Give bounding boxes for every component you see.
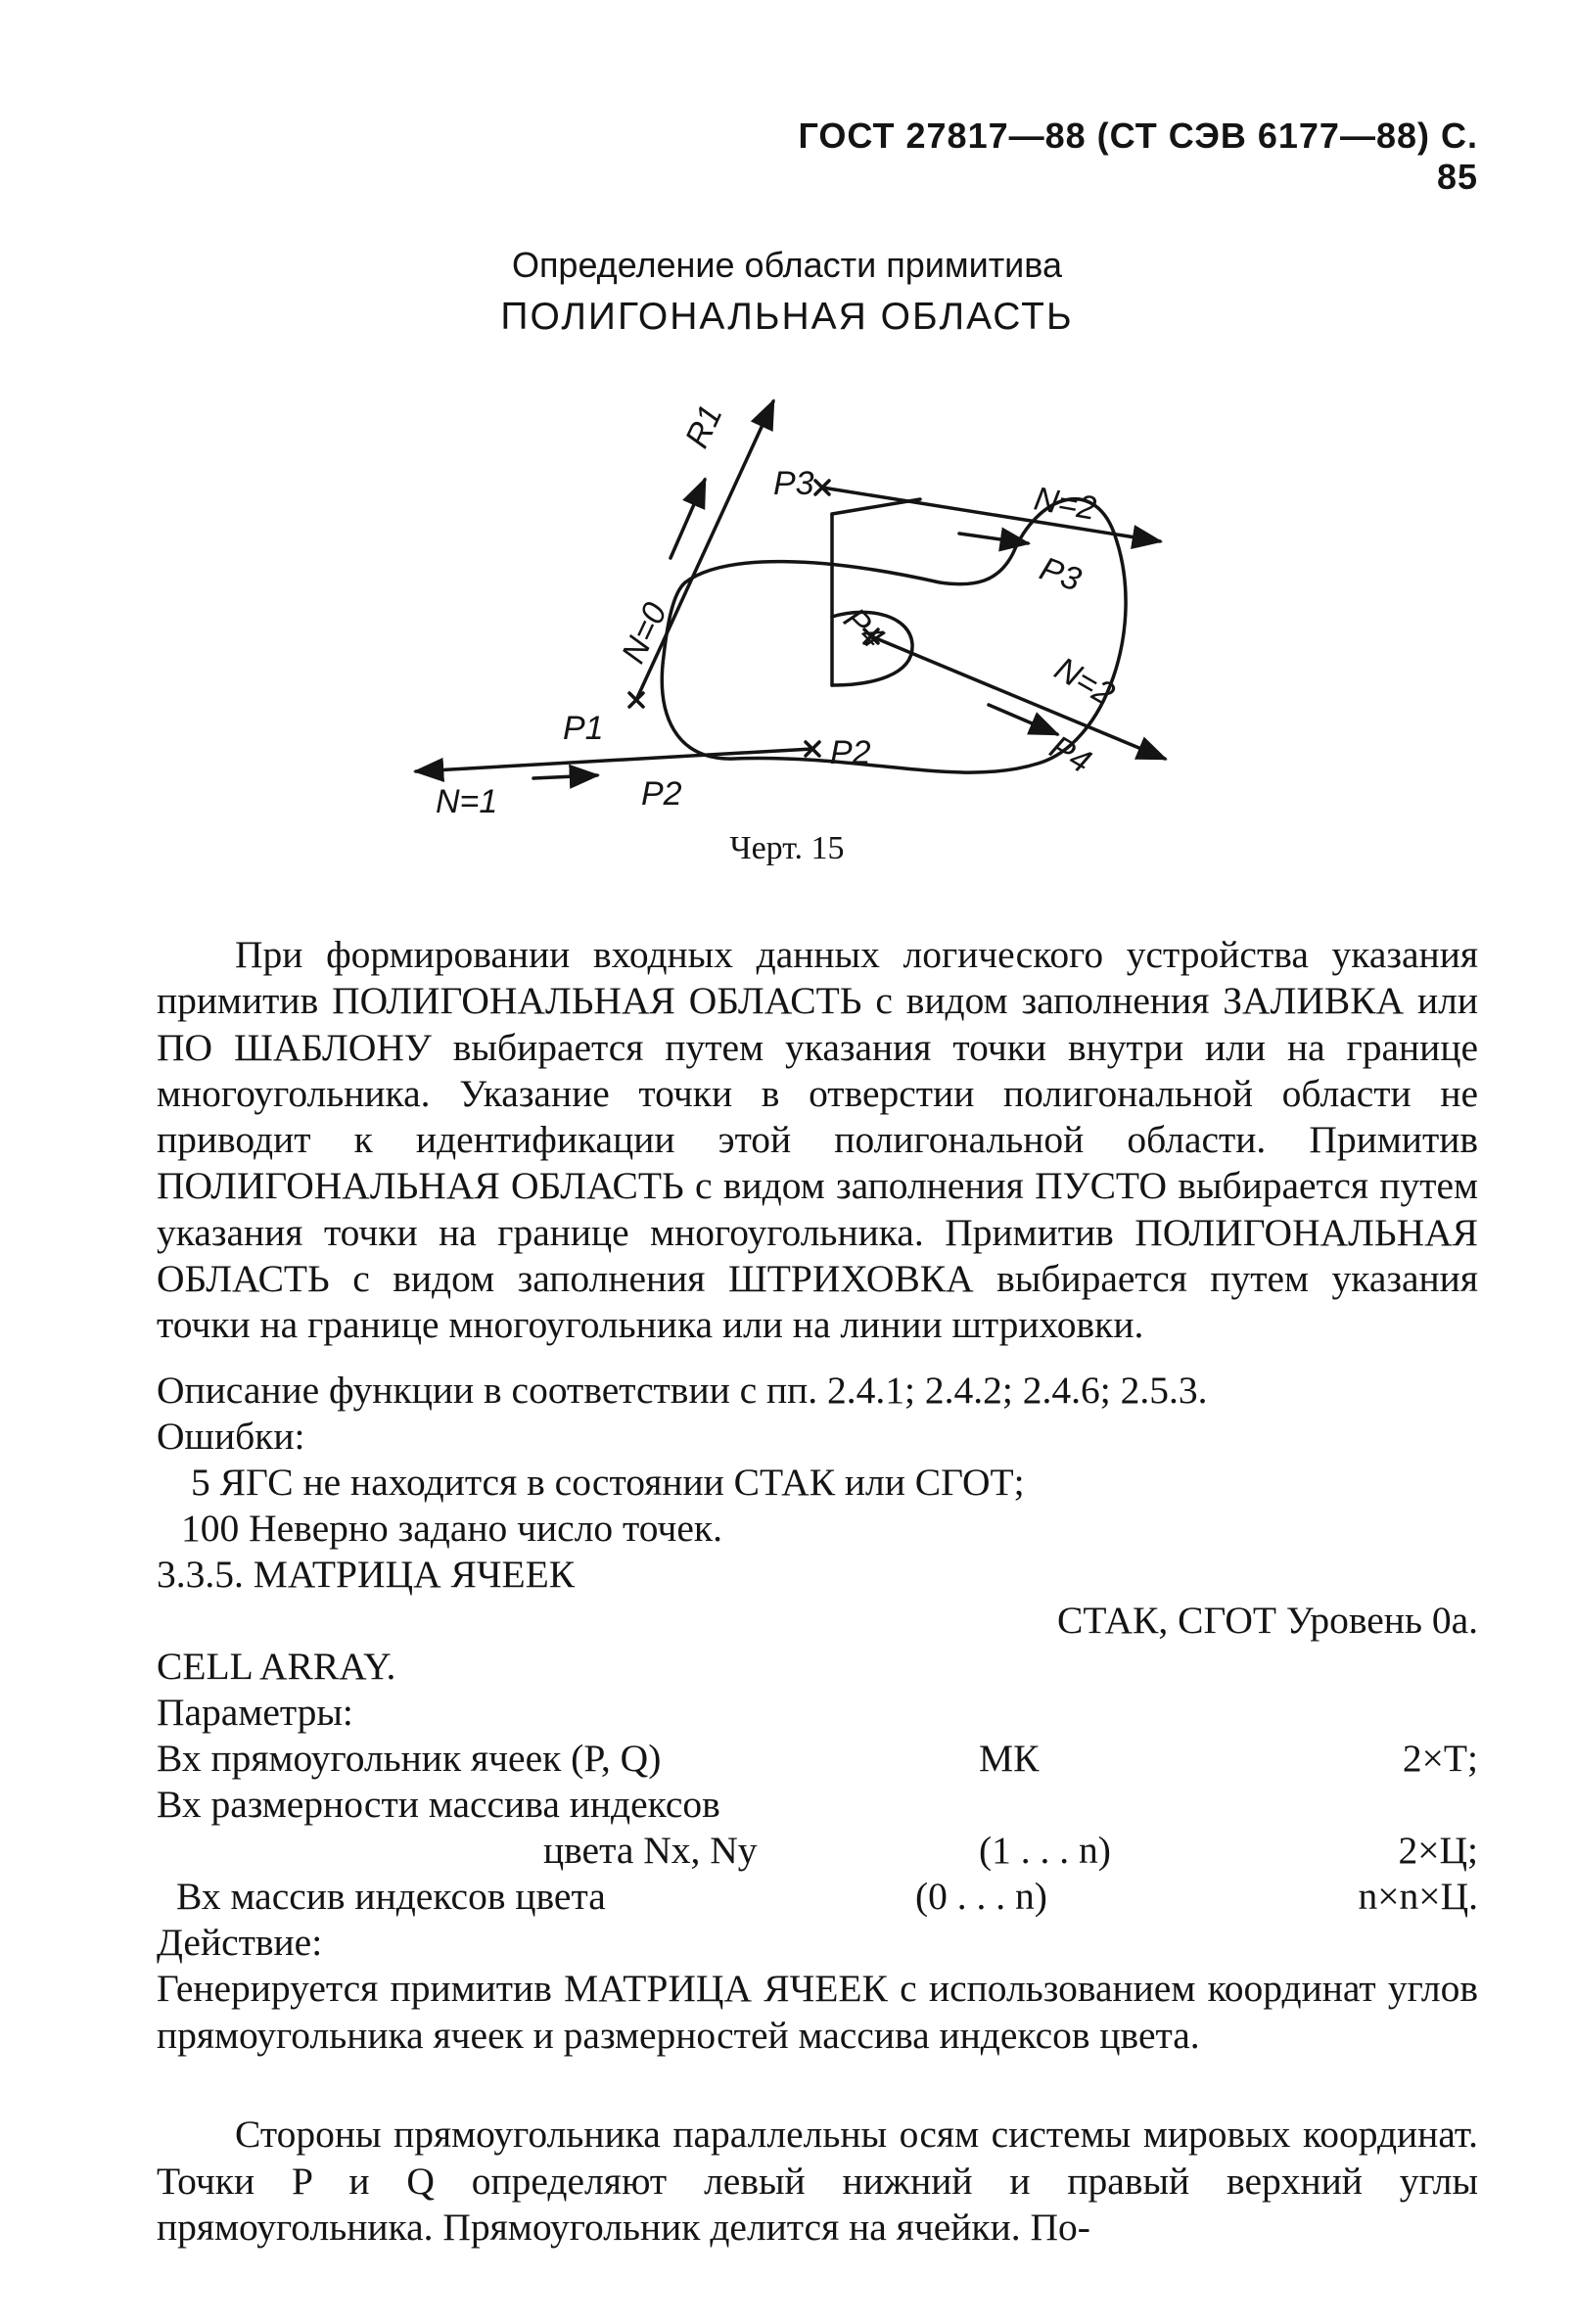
errors-title: Ошибки: <box>157 1415 305 1458</box>
direction-arrow-p3 <box>959 534 1028 543</box>
paragraph-polygon-selection: При формировании входных данных логического устройства указания примитив ПОЛИГОНАЛЬНАЯ ОБЛАСТЬ с видом заполнения ЗАЛИВКА или ПО ШАБЛОНУ выбирается путем указания точки внутри или на границе многоугольника. Указание точки в отверстии полигональной области не приводит к идентификации этой полигональной области. Примитив ПОЛИГОНАЛЬНАЯ ОБЛАСТЬ с видом заполнения ПУСТО выбирается путем указания точки на границе многоугольника. Примитив ПОЛИГОНАЛЬНАЯ ОБЛАСТЬ с видом заполнения ШТРИХОВКА выбирается путем указания точки на границе многоугольника или на линии штриховки. <box>157 933 1478 1347</box>
page-header: ГОСТ 27817—88 (СТ СЭВ 6177—88) С. 85 <box>798 116 1478 197</box>
label-p4-right: P4 <box>1043 728 1098 781</box>
action-text: Генерируется примитив МАТРИЦА ЯЧЕЕК с использованием координат углов прямоугольника ячеек и размерностей массива индексов цвета. <box>157 1967 1478 2057</box>
param-name: Вх массив индексов цвета <box>176 1875 606 1918</box>
section-english-name: CELL ARRAY. <box>157 1645 396 1688</box>
param-name: Вх прямоугольник ячеек (P, Q) <box>157 1737 662 1780</box>
param-range: (1 . . . n) <box>979 1829 1111 1872</box>
param-type: 2×Ц; <box>1398 1829 1478 1872</box>
direction-arrow-n0 <box>671 480 705 558</box>
ray-p3 <box>822 488 1160 541</box>
figure-caption-title: Определение области примитива <box>511 245 1063 285</box>
label-p1: P1 <box>563 710 604 747</box>
param-name: Вх размерности массива индексов <box>157 1783 720 1826</box>
label-p3-right: P3 <box>1035 549 1087 599</box>
section-title: 3.3.5. МАТРИЦА ЯЧЕЕК <box>157 1553 576 1596</box>
param-range: (0 . . . n) <box>915 1875 1047 1918</box>
description-line: Описание функции в соответствии с пп. 2.4.1; 2.4.2; 2.4.6; 2.5.3. <box>157 1369 1208 1412</box>
label-n2-top: N=2 <box>1031 480 1099 528</box>
label-n2-bottom: N=2 <box>1048 650 1121 714</box>
param-type: n×n×Ц. <box>1358 1875 1478 1918</box>
param-name-cont: цвета Nx, Ny <box>543 1829 758 1872</box>
figure-number: Черт. 15 <box>729 830 845 866</box>
section-states-level: СТАК, СГОТ Уровень 0а. <box>1057 1599 1478 1642</box>
error-item: 5 ЯГС не находится в состоянии СТАК или СГОТ; <box>191 1461 1025 1504</box>
label-p2-bottom: P2 <box>641 775 682 813</box>
point-mark-p1 <box>629 693 643 707</box>
label-n1: N=1 <box>436 783 498 820</box>
label-n0: N=0 <box>614 596 675 670</box>
polygon-area-diagram <box>411 382 1214 822</box>
ray-p1 <box>416 749 812 771</box>
label-r1: R1 <box>677 398 730 454</box>
param-range: МК <box>979 1737 1040 1780</box>
label-p4-inner: P4 <box>836 600 892 657</box>
action-title: Действие: <box>157 1921 323 1964</box>
direction-arrow-p2 <box>533 775 597 778</box>
final-paragraph: Стороны прямоугольника параллельны осям системы мировых координат. Точки P и Q определяют левый нижний и правый верхний углы прямоугольника. Прямоугольник делится на ячейки. По- <box>157 2113 1478 2249</box>
params-title: Параметры: <box>157 1691 353 1734</box>
label-p2-mid: P2 <box>830 734 871 771</box>
figure-caption-subtitle: ПОЛИГОНАЛЬНАЯ ОБЛАСТЬ <box>500 296 1074 338</box>
param-type: 2×Т; <box>1402 1737 1478 1780</box>
label-p3-top: P3 <box>773 465 814 502</box>
error-item: 100 Неверно задано число точек. <box>181 1507 722 1550</box>
polygon-outer-boundary <box>662 499 1126 772</box>
